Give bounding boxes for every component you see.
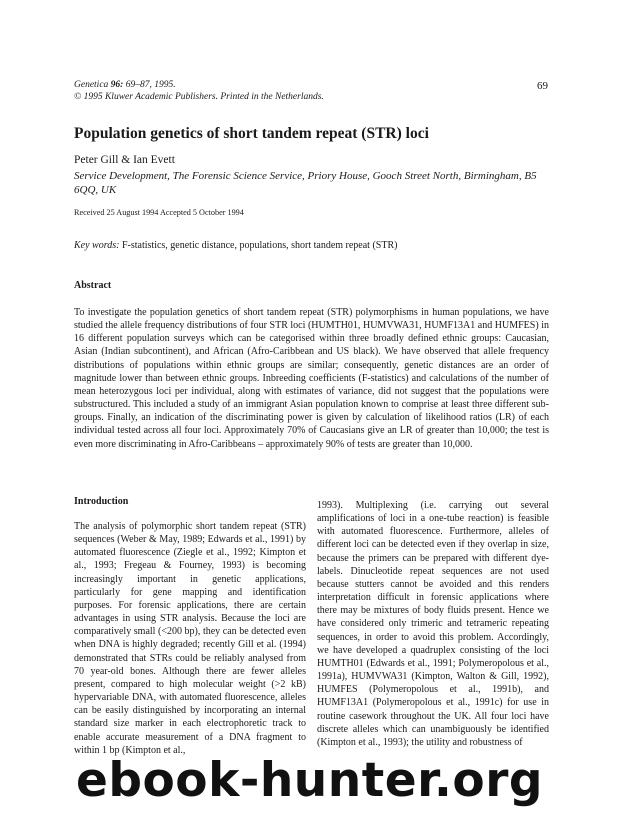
article-authors: Peter Gill & Ian Evett <box>74 154 175 166</box>
author-affiliation: Service Development, The Forensic Science Service, Priory House, Gooch Street North, Birmingham, B5 6QQ, UK <box>74 170 537 196</box>
journal-citation <box>74 80 324 103</box>
watermark: ebook-hunter.org <box>75 753 544 808</box>
received-dates: Received 25 August 1994 Accepted 5 October 1994 <box>74 208 244 217</box>
journal-pages: 69–87, 1995. <box>125 80 176 90</box>
introduction-column-right <box>317 499 549 749</box>
journal-name: Genetica <box>74 80 109 90</box>
introduction-paragraph: The analysis of polymorphic short tandem repeat (STR) sequences (Weber & May, 1989; Edwards et al., 1991) by automated fluorescence (Ziegle et al., 1992; Kimpton et al., 1993; Fregeau & Fourney, 1993) is becoming increasingly important in genetic applications, particularly for gene mapping and identification purposes. For forensic applications, there are certain advantages in using STR analysis. Because the loci are comparatively small (<200 bp), they can be detected even when DNA is highly degraded; recently Gill et al. (1994) demonstrated that STRs could be reliably analysed from 70 year-old bones. Although there are fewer alleles present, compared to high molecular weight (>2 kB) hypervariable DNA, with automated fluorescence, alleles can be easily distinguished by incorporating an internal standard size marker in each electrophoretic track to enable accurate measurement of a DNA fragment to within 1 bp (Kimpton et al., <box>74 521 306 756</box>
keywords <box>74 240 554 251</box>
journal-volume: 96: <box>110 80 124 90</box>
introduction-paragraph-continued: 1993). Multiplexing (i.e. carrying out several amplifications of loci in a one-tube reaction) is feasible with automated fluorescence. Furthermore, alleles of different loci can be detected even if they overlap in size, because the primers can be prepared with different dye-labels. Dinucleotide repeat sequences are not used because stutters cannot be avoided and this renders interpretation difficult in forensic applications where there may be mixtures of body fluids present. Hence we have considered only trimeric and tetrameric repeating sequences, in order to avoid this problem. Accordingly, we have developed a quadruplex consisting of the loci HUMTH01 (Edwards et al., 1991; Polymeropolous et al., 1991a), HUMVWA31 (Kimpton, Walton & Gill, 1992), HUMFES (Polymeropolous et al., 1991b), and HUMF13A1 (Polymeropolous et al., 1991c) for use in routine casework throughout the UK. All four loci have discrete alleles which can unambiguously be identified (Kimpton et al., 1993); the utility and robustness of <box>317 500 549 748</box>
journal-line <box>74 80 324 92</box>
introduction-column-left <box>74 520 306 757</box>
introduction-heading: Introduction <box>74 496 129 507</box>
abstract-heading: Abstract <box>74 280 112 291</box>
keywords-label: Key words: <box>74 240 120 251</box>
keywords-list: F-statistics, genetic distance, populations, short tandem repeat (STR) <box>121 240 398 251</box>
page-number: 69 <box>537 80 548 92</box>
copyright-line: © 1995 Kluwer Academic Publishers. Printed in the Netherlands. <box>74 91 324 102</box>
abstract-text: To investigate the population genetics of short tandem repeat (STR) polymorphisms in human populations, we have studied the allele frequency distributions of four STR loci (HUMTH01, HUMVWA31, HUMF13A1 and HUMFES) in 16 different population surveys which can be categorised within three broadly defined ethnic groups: Caucasian, Asian (Indian subcontinent), and African (Afro-Caribbean and US black). We have observed that allele frequency distributions of populations within ethnic groups are similar; consequently, genetic distances are an order of magnitude lower than between ethnic groups. Inbreeding coefficients (F-statistics) and calculations of the number of mean heterozygous loci per individual, along with estimates of variance, did not suggest that the populations were substructured. This included a study of an immigrant Asian population known to comprise at least three different sub-groups. Finally, an indication of the discriminating power is given by calculation of likelihood ratios (LR) of each individual tested across all four loci. Approximately 70% of Caucasians give an LR of greater than 10,000; the test is even more discriminating in Afro-Caribbeans – approximately 90% of tests are greater than 10,000. <box>74 307 549 450</box>
article-title: Population genetics of short tandem repeat (STR) loci <box>74 125 429 142</box>
